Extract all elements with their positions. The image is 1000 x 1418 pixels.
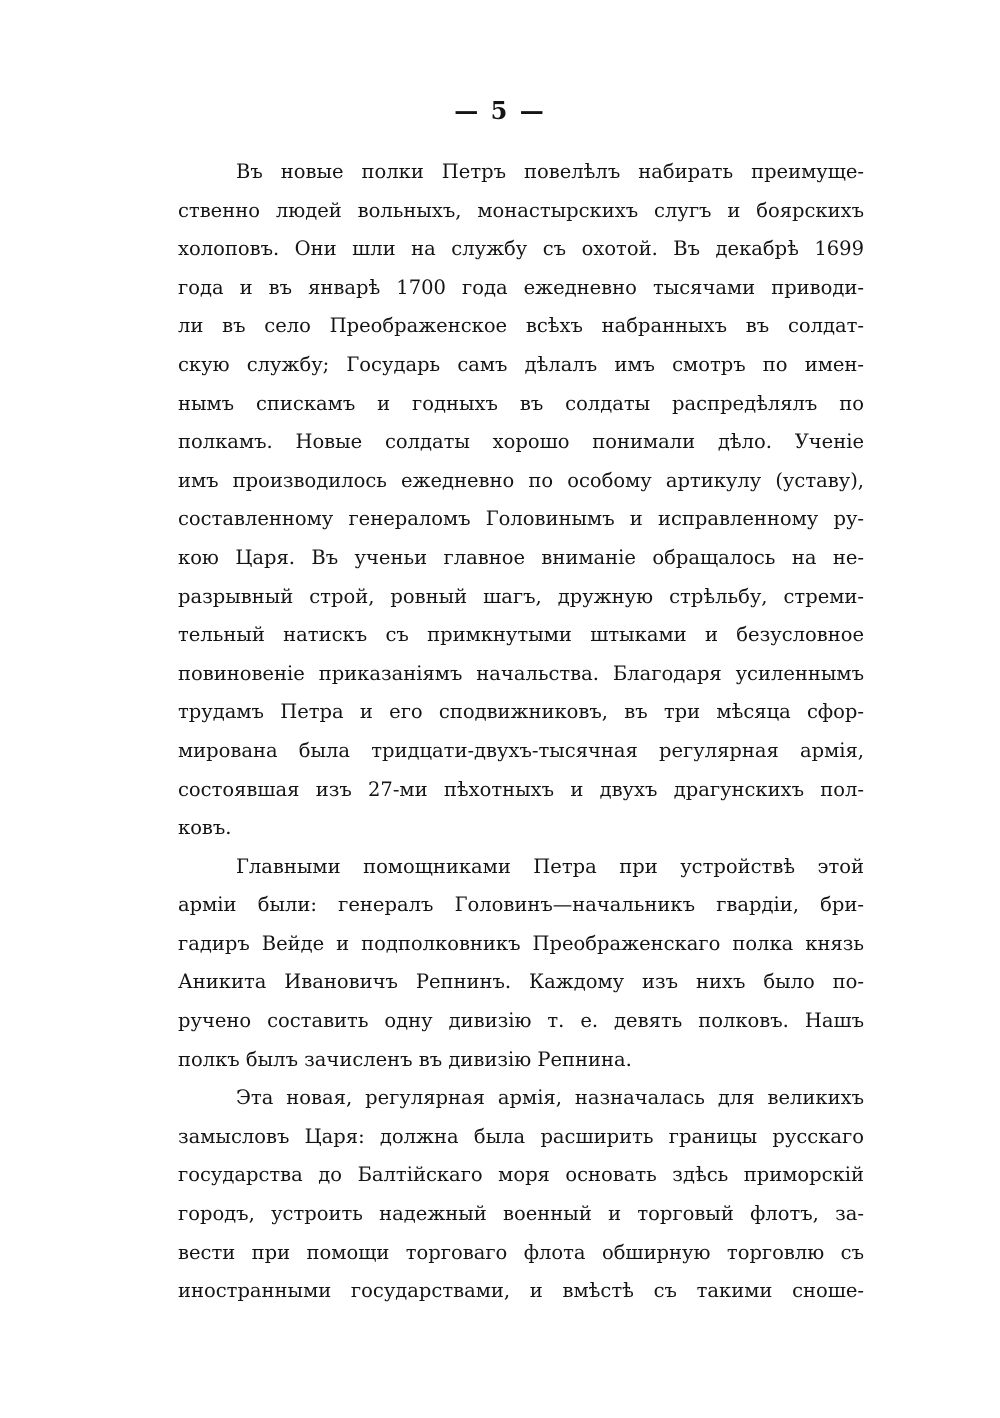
text-line: разрывный строй, ровный шагъ, дружную стрѣльбу, стреми-: [178, 584, 864, 608]
text-line: тельный натискъ съ примкнутыми штыками и безусловное: [178, 623, 864, 647]
text-line: состоявшая изъ 27-ми пѣхотныхъ и двухъ драгунскихъ пол-: [178, 777, 864, 801]
text-line: Главными помощниками Петра при устройствѣ этой: [236, 854, 864, 878]
text-line: замысловъ Царя: должна была расширить границы русскаго: [178, 1124, 864, 1148]
text-line: нымъ спискамъ и годныхъ въ солдаты распредѣлялъ по: [178, 391, 864, 415]
text-line: кою Царя. Въ ученьи главное вниманіе обращалось на не-: [178, 545, 864, 569]
page-number: — 5 —: [454, 96, 546, 125]
text-line: вести при помощи торговаго флота обширную торговлю съ: [178, 1240, 864, 1264]
text-line: Въ новые полки Петръ повелѣлъ набирать преимуще-: [236, 160, 864, 183]
text-line: ственно людей вольныхъ, монастырскихъ слугъ и боярскихъ: [178, 198, 864, 222]
text-line: ли въ село Преображенское всѣхъ набранныхъ въ солдат-: [178, 314, 864, 338]
text-line: ковъ.: [178, 816, 232, 840]
text-line: полкамъ. Новые солдаты хорошо понимали дѣло. Ученіе: [178, 430, 864, 454]
text-line: трудамъ Петра и его сподвижниковъ, въ три мѣсяца сфор-: [178, 700, 864, 724]
text-line: холоповъ. Они шли на службу съ охотой. Въ декабрѣ 1699: [178, 237, 864, 261]
text-line: имъ производилось ежедневно по особому артикулу (уставу),: [178, 468, 864, 492]
text-line: арміи были: генералъ Головинъ—начальникъ гвардіи, бри-: [178, 893, 864, 917]
text-line: иностранными государствами, и вмѣстѣ съ такими сноше-: [178, 1279, 864, 1303]
text-line: скую службу; Государь самъ дѣлалъ имъ смотръ по имен-: [178, 352, 864, 376]
text-line: года и въ январѣ 1700 года ежедневно тысячами приводи-: [178, 275, 864, 299]
text-line: мирована была тридцати-двухъ-тысячная регулярная армія,: [178, 738, 864, 762]
text-line: городъ, устроить надежный военный и торговый флотъ, за-: [178, 1202, 864, 1226]
text-line: ручено составить одну дивизію т. е. девять полковъ. Нашъ: [178, 1009, 864, 1033]
text-line: Аникита Ивановичъ Репнинъ. Каждому изъ нихъ было по-: [178, 970, 864, 994]
text-line: Эта новая, регулярная армія, назначалась для великихъ: [236, 1086, 864, 1110]
text-line: составленному генераломъ Головинымъ и исправленному ру-: [178, 507, 864, 531]
text-line: полкъ былъ зачисленъ въ дивизію Репнина.: [178, 1047, 632, 1071]
text-line: повиновеніе приказаніямъ начальства. Благодаря усиленнымъ: [178, 661, 864, 685]
text-line: государства до Балтійскаго моря основать здѣсь приморскій: [178, 1163, 864, 1187]
text-line: гадиръ Вейде и подполковникъ Преображенскаго полка князь: [178, 931, 864, 955]
text-body: [178, 153, 864, 1311]
